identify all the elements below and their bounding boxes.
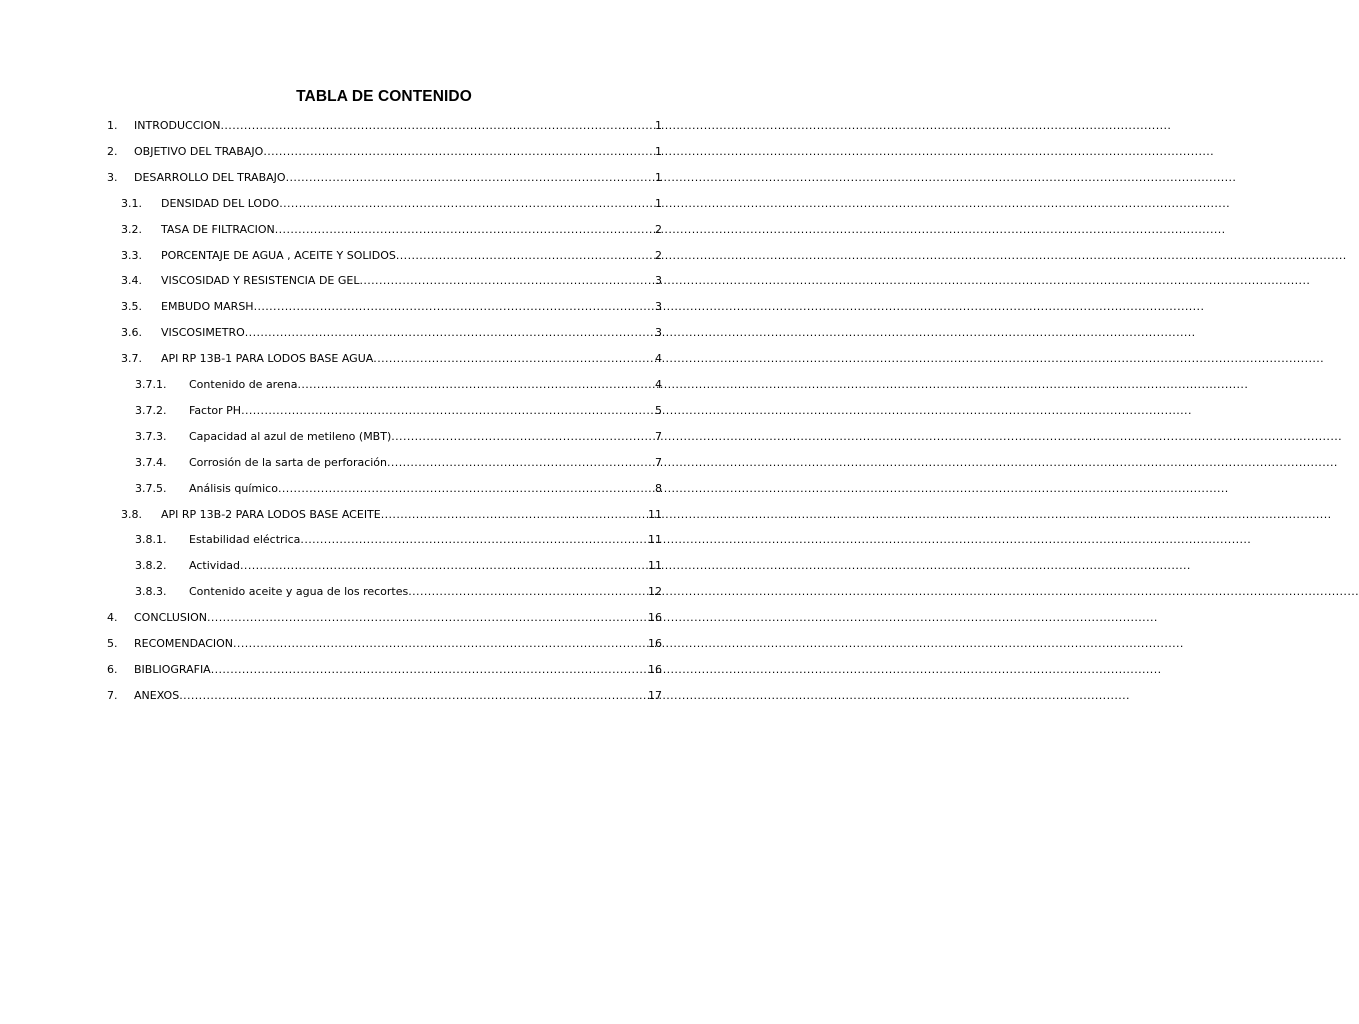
- toc-entry-number: 3.7.3.: [135, 429, 167, 443]
- toc-entry-title: PORCENTAJE DE AGUA , ACEITE Y SOLIDOS: [161, 248, 396, 262]
- toc-entry[interactable]: [135, 427, 662, 447]
- toc-entry-title: VISCOSIDAD Y RESISTENCIA DE GEL: [161, 274, 360, 288]
- toc-entry[interactable]: [107, 608, 662, 628]
- toc-entry[interactable]: [135, 530, 662, 550]
- toc-entry-page: 3: [655, 326, 662, 340]
- toc-entry[interactable]: [121, 297, 662, 317]
- toc-entry[interactable]: [107, 686, 662, 706]
- toc-entry[interactable]: [121, 349, 662, 369]
- toc-entry[interactable]: [135, 453, 662, 473]
- toc-dot-leader: [408, 582, 647, 602]
- toc-entry-title: RECOMENDACION: [134, 637, 234, 650]
- toc-entry[interactable]: [121, 246, 662, 266]
- toc-dot-leader: [207, 608, 647, 628]
- toc-entry-title: TASA DE FILTRACION: [161, 222, 275, 236]
- toc-entry[interactable]: [121, 194, 662, 214]
- toc-entry-title: Factor PH: [189, 403, 242, 417]
- toc-entry-number: 3.7.1.: [135, 378, 167, 391]
- toc-entry-page: 1: [655, 144, 662, 158]
- toc-entry[interactable]: [135, 556, 662, 576]
- toc-entry-page: 5: [655, 403, 662, 417]
- page-title: TABLA DE CONTENIDO: [296, 88, 472, 105]
- toc-entry-page: 16: [648, 662, 662, 676]
- toc-entry[interactable]: [107, 142, 662, 162]
- toc-entry-page: 3: [655, 274, 662, 288]
- toc-dot-leader: [240, 556, 647, 576]
- toc-dot-leader: [221, 116, 654, 136]
- toc-entry-number: 3.8.: [121, 507, 142, 521]
- toc-dot-leader: [387, 453, 654, 473]
- toc-entry-number: 5.: [107, 637, 118, 650]
- toc-dot-leader: [245, 323, 654, 343]
- toc-entry-page: 3: [655, 300, 662, 314]
- toc-dot-leader: [275, 220, 654, 240]
- toc-entry-page: 8: [655, 481, 662, 495]
- toc-entry-title: INTRODUCCION: [134, 119, 221, 132]
- toc-entry-page: 16: [648, 637, 662, 650]
- toc-entry-page: 17: [648, 688, 662, 702]
- toc-entry-page: 1: [655, 119, 662, 132]
- toc-dot-leader: [211, 660, 647, 680]
- toc-entry[interactable]: [121, 505, 662, 525]
- toc-entry[interactable]: [135, 375, 662, 395]
- toc-entry[interactable]: [107, 634, 662, 654]
- toc-dot-leader: [254, 297, 654, 317]
- toc-entry-page: 7: [655, 429, 662, 443]
- toc-entry-page: 11: [648, 559, 662, 573]
- toc-entry-number: 3.7.2.: [135, 403, 167, 417]
- toc-entry[interactable]: [107, 660, 662, 680]
- toc-entry-number: 3.8.1.: [135, 533, 167, 547]
- toc-entry-title: Corrosión de la sarta de perforación: [189, 455, 388, 469]
- toc-dot-leader: [297, 375, 654, 395]
- toc-entry[interactable]: [121, 323, 662, 343]
- toc-entry-title: API RP 13B-1 PARA LODOS BASE AGUA: [161, 352, 374, 366]
- toc-entry-title: CONCLUSION: [134, 611, 207, 625]
- toc-entry[interactable]: [107, 168, 662, 188]
- toc-entry-title: VISCOSIMETRO: [161, 326, 245, 340]
- toc-entry-title: Actividad: [189, 559, 241, 573]
- toc-entry-page: 1: [655, 196, 662, 210]
- toc-entry[interactable]: [135, 401, 662, 421]
- toc-entry-title: Contenido de arena: [189, 378, 298, 391]
- toc-entry-title: ANEXOS: [134, 688, 180, 702]
- toc-entry-title: API RP 13B-2 PARA LODOS BASE ACEITE: [161, 507, 381, 521]
- toc-entry-number: 3.1.: [121, 196, 142, 210]
- toc-dot-leader: [233, 634, 647, 654]
- toc-entry-number: 3.4.: [121, 274, 142, 288]
- toc-entry-page: 4: [655, 352, 662, 366]
- toc-entry-number: 4.: [107, 611, 118, 625]
- toc-dot-leader: [396, 246, 654, 266]
- toc-entry-page: 11: [648, 507, 662, 521]
- toc-dot-leader: [381, 505, 647, 525]
- toc-entry-page: 2: [655, 248, 662, 262]
- toc-entry-number: 2.: [107, 144, 118, 158]
- toc-entry-title: Estabilidad eléctrica: [189, 533, 301, 547]
- toc-entry-title: Análisis químico: [189, 481, 278, 495]
- toc-entry-number: 3.3.: [121, 248, 142, 262]
- toc-entry-number: 3.6.: [121, 326, 142, 340]
- toc-entry[interactable]: [135, 479, 662, 499]
- toc-dot-leader: [359, 271, 654, 291]
- toc-entry-title: DESARROLLO DEL TRABAJO: [134, 170, 286, 184]
- toc-entry[interactable]: [121, 271, 662, 291]
- toc-entry-title: Contenido aceite y agua de los recortes: [189, 585, 409, 599]
- toc-dot-leader: [286, 168, 654, 188]
- toc-dot-leader: [373, 349, 654, 369]
- toc-entry-page: 12: [648, 585, 662, 599]
- toc-entry-number: 3.8.3.: [135, 585, 167, 599]
- toc-entry-page: 1: [655, 170, 662, 184]
- toc-entry-number: 3.2.: [121, 222, 142, 236]
- toc-dot-leader: [263, 142, 654, 162]
- toc-entry-page: 16: [648, 611, 662, 625]
- toc-entry-page: 7: [655, 455, 662, 469]
- toc-entry[interactable]: [135, 582, 662, 602]
- toc-entry-title: Capacidad al azul de metileno (MBT): [189, 429, 392, 443]
- toc-entry-page: 11: [648, 533, 662, 547]
- toc-entry-title: DENSIDAD DEL LODO: [161, 196, 280, 210]
- toc-dot-leader: [391, 427, 654, 447]
- toc-entry-number: 3.8.2.: [135, 559, 167, 573]
- toc-entry-number: 3.: [107, 170, 118, 184]
- toc-dot-leader: [279, 194, 654, 214]
- toc-entry-number: 7.: [107, 688, 118, 702]
- toc-dot-leader: [278, 479, 654, 499]
- toc-entry-number: 3.5.: [121, 300, 142, 314]
- toc-entry-number: 1.: [107, 119, 118, 132]
- toc-dot-leader: [179, 686, 647, 706]
- toc-dot-leader: [300, 530, 647, 550]
- toc-entry-number: 3.7.5.: [135, 481, 167, 495]
- toc-entry-title: BIBLIOGRAFIA: [134, 662, 211, 676]
- toc-entry-number: 6.: [107, 662, 118, 676]
- toc-entry-page: 2: [655, 222, 662, 236]
- toc-entry[interactable]: [107, 116, 662, 136]
- toc-entry-page: 4: [655, 378, 662, 391]
- toc-entry-title: OBJETIVO DEL TRABAJO: [134, 144, 264, 158]
- toc-entry-number: 3.7.: [121, 352, 142, 366]
- toc-entry[interactable]: [121, 220, 662, 240]
- toc-entry-title: EMBUDO MARSH: [161, 300, 254, 314]
- toc-entry-number: 3.7.4.: [135, 455, 167, 469]
- toc-dot-leader: [241, 401, 654, 421]
